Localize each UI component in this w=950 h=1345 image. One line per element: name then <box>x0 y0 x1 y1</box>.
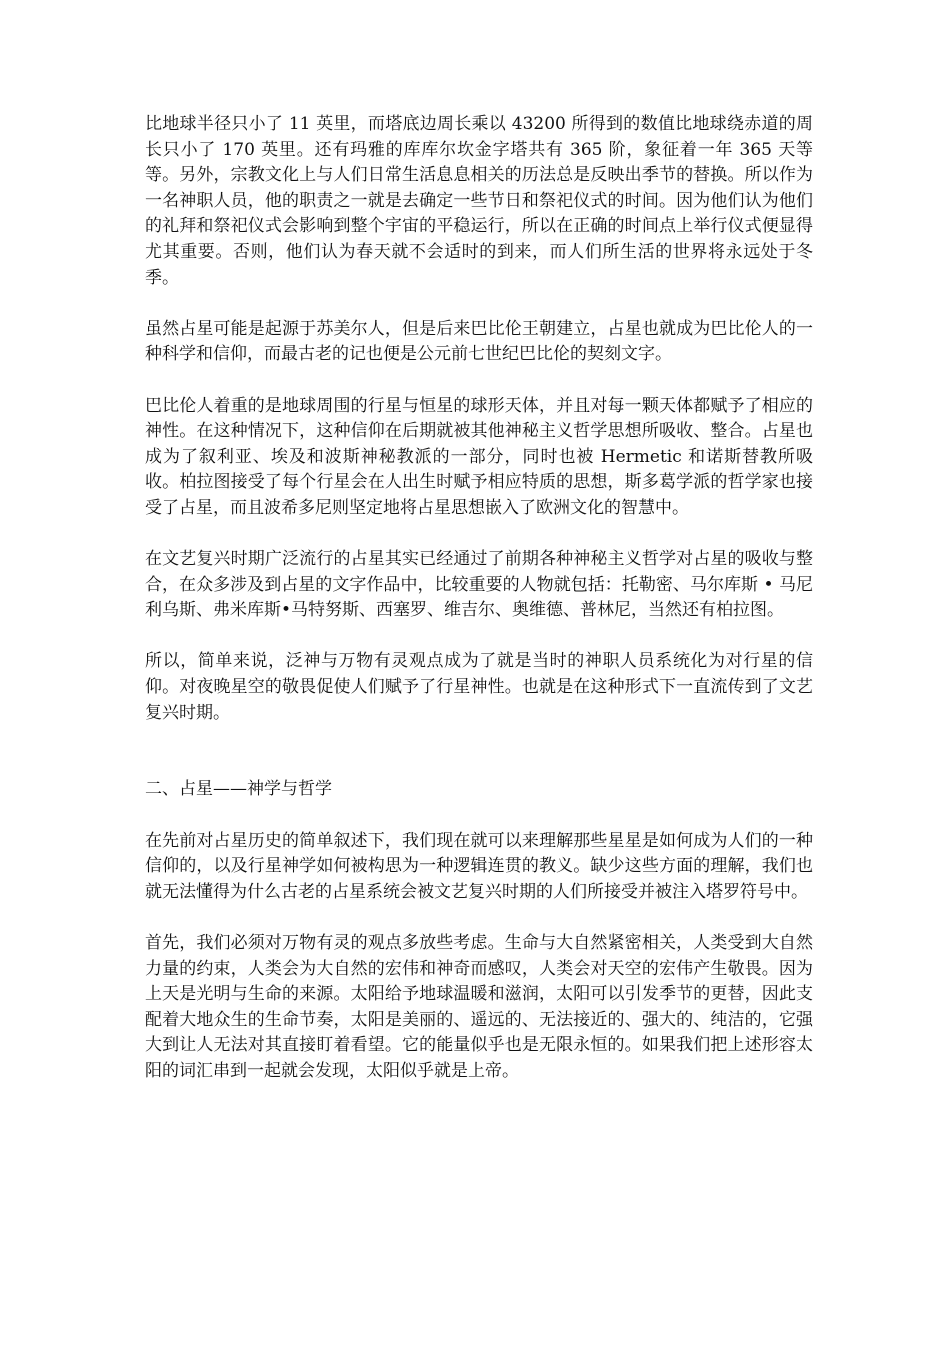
paragraph-1: 比地球半径只小了 11 英里，而塔底边周长乘以 43200 所得到的数值比地球绕赤道的周长只小了 170 英里。还有玛雅的库库尔坎金字塔共有 365 阶，象征着一年 365 天等等。另外，宗教文化上与人们日常生活息息相关的历法总是反映出季节的替换。所以作为一名神职人员，他的职责之一就是去确定一些节日和祭祀仪式的时间。因为他们认为他们的礼拜和祭祀仪式会影响到整个宇宙的平稳运行，所以在正确的时间点上举行仪式便显得尤其重要。否则，他们认为春天就不会适时的到来，而人们所生活的世界将永远处于冬季。 <box>145 114 813 288</box>
document-page <box>145 112 813 1110</box>
section-heading: 二、占星——神学与哲学 <box>145 779 332 800</box>
paragraph-6: 在先前对占星历史的简单叙述下，我们现在就可以来理解那些星星是如何成为人们的一种信仰的，以及行星神学如何被构思为一种逻辑连贯的教义。缺少这些方面的理解，我们也就无法懂得为什么古老的占星系统会被文艺复兴时期的人们所接受并被注入塔罗符号中。 <box>145 830 813 902</box>
paragraph-3: 巴比伦人着重的是地球周围的行星与恒星的球形天体，并且对每一颗天体都赋予了相应的神性。在这种情况下，这种信仰在后期就被其他神秘主义哲学思想所吸收、整合。占星也成为了叙利亚、埃及和波斯神秘教派的一部分，同时也被 Hermetic 和诺斯替教所吸收。柏拉图接受了每个行星会在人出生时赋予相应特质的思想，斯多葛学派的哲学家也接受了占星，而且波希多尼则坚定地将占星思想嵌入了欧洲文化的智慧中。 <box>145 395 813 518</box>
paragraph-2: 虽然占星可能是起源于苏美尔人，但是后来巴比伦王朝建立，占星也就成为巴比伦人的一种科学和信仰，而最古老的记也便是公元前七世纪巴比伦的契刻文字。 <box>145 318 813 365</box>
paragraph-7: 首先，我们必须对万物有灵的观点多放些考虑。生命与大自然紧密相关，人类受到大自然力量的约束，人类会为大自然的宏伟和神奇而感叹，人类会对天空的宏伟产生敬畏。因为上天是光明与生命的来源。太阳给予地球温暖和滋润，太阳可以引发季节的更替，因此支配着大地众生的生命节奏，太阳是美丽的、遥远的、无法接近的、强大的、纯洁的，它强大到让人无法对其直接盯着看望。它的能量似乎也是无限永恒的。如果我们把上述形容太阳的词汇串到一起就会发现，太阳似乎就是上帝。 <box>145 933 813 1081</box>
paragraph-5: 所以，简单来说，泛神与万物有灵观点成为了就是当时的神职人员系统化为对行星的信仰。对夜晚星空的敬畏促使人们赋予了行星神性。也就是在这种形式下一直流传到了文艺复兴时期。 <box>145 651 813 723</box>
paragraph-4: 在文艺复兴时期广泛流行的占星其实已经通过了前期各种神秘主义哲学对占星的吸收与整合，在众多涉及到占星的文字作品中，比较重要的人物就包括：托勒密、马尔库斯 • 马尼利乌斯、弗米库斯•马特努斯、西塞罗、维吉尔、奥维德、普林尼，当然还有柏拉图。 <box>145 549 813 621</box>
